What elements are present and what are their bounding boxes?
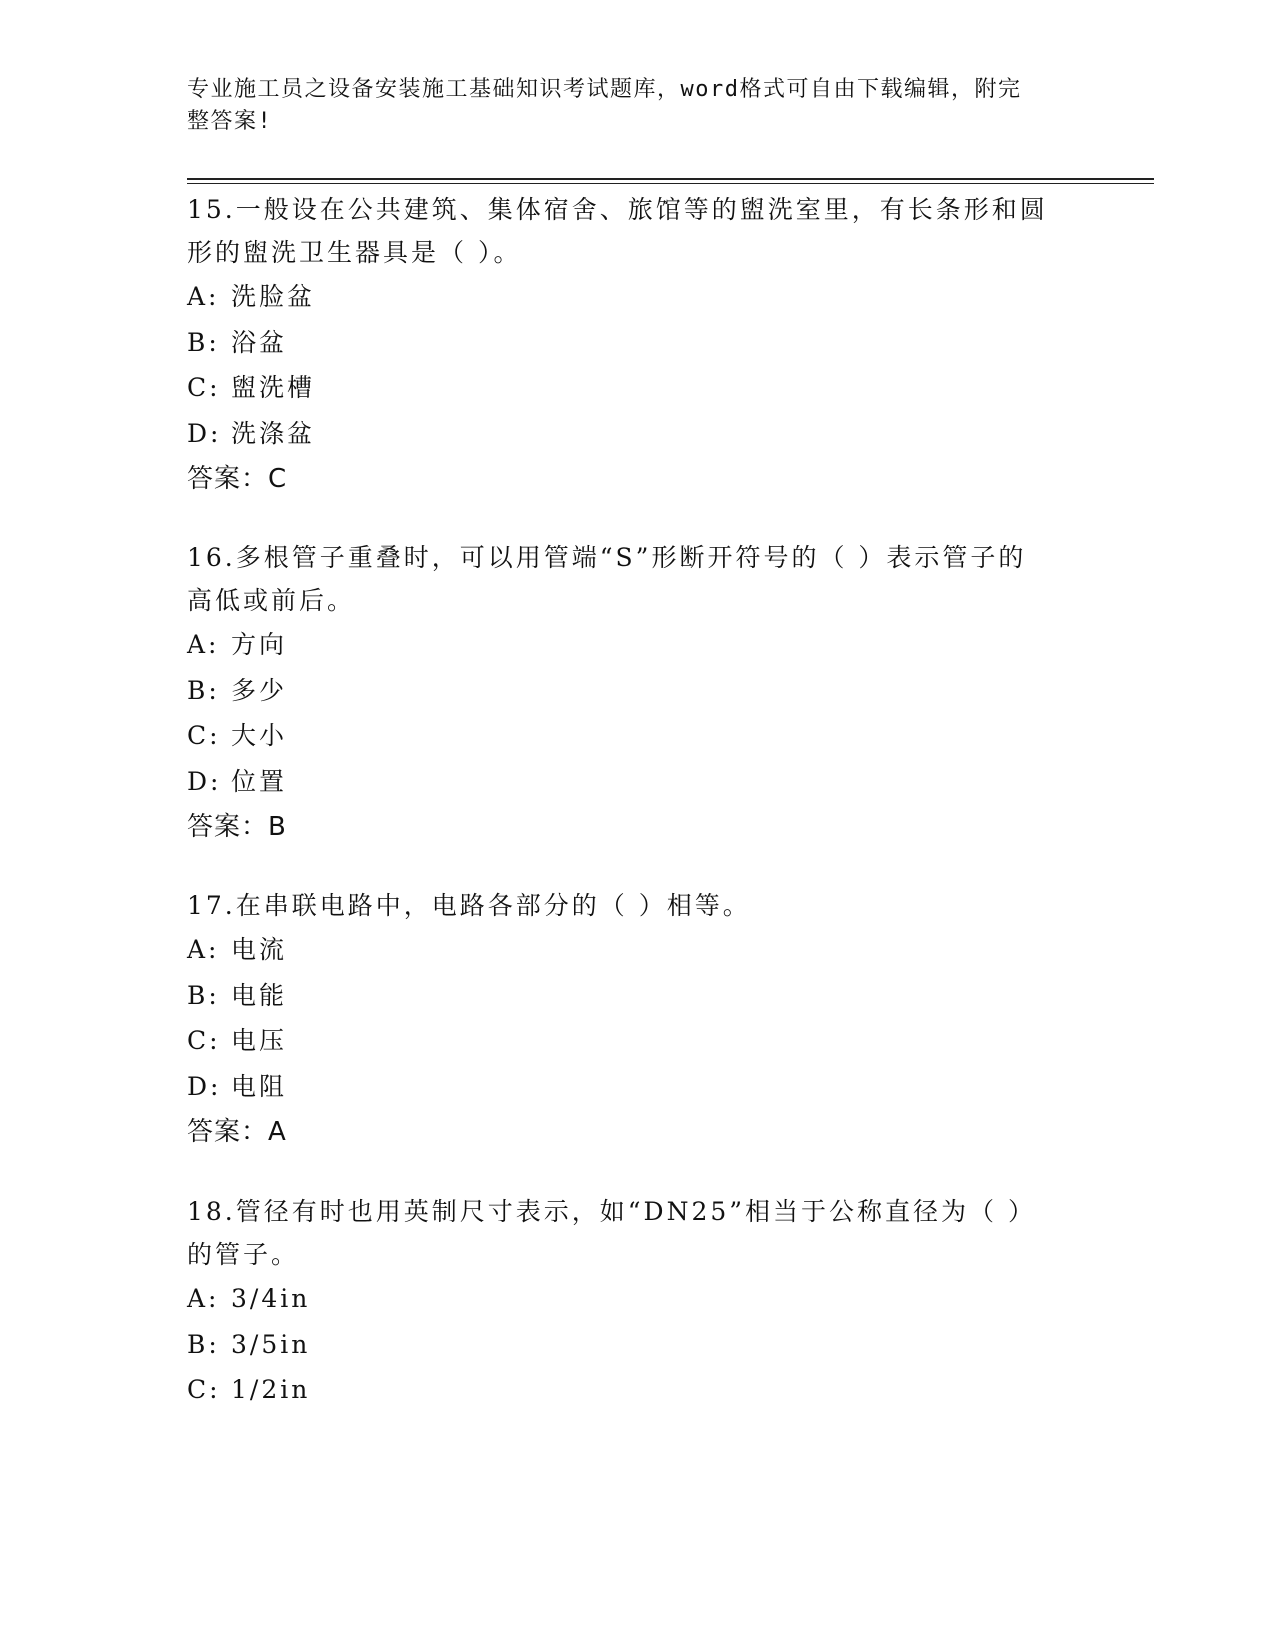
option-text: 浴盆: [231, 327, 288, 357]
option-d: [187, 759, 1087, 805]
answer-label: 答案：: [187, 812, 269, 842]
option-text: 洗脸盆: [231, 282, 316, 311]
option-key: D:: [187, 418, 222, 448]
option-c: [187, 1018, 1087, 1064]
option-key: D:: [187, 766, 222, 796]
question-text-line-2: 形的盥洗卫生器具是（ ）。: [187, 238, 522, 267]
header-divider-thin: [187, 183, 1154, 184]
header-divider-thick: [187, 178, 1154, 180]
option-text: 电压: [231, 1026, 288, 1055]
option-text: 洗涤盆: [231, 418, 316, 448]
question-text-line-1: 在串联电路中，电路各部分的（ ）相等。: [235, 891, 751, 920]
option-key: C:: [187, 721, 221, 750]
option-c: [187, 713, 1087, 759]
question-18: [187, 1190, 1087, 1413]
header-line-2: 整答案!: [187, 109, 273, 134]
answer-label: 答案：: [187, 1117, 269, 1147]
option-b: [187, 668, 1087, 714]
header-line-1: 专业施工员之设备安装施工基础知识考试题库，word格式可自由下载编辑，附完: [187, 77, 1022, 102]
option-key: A:: [187, 1284, 220, 1313]
option-d: [187, 411, 1087, 457]
question-16: [187, 536, 1087, 850]
option-key: B:: [187, 980, 220, 1010]
question-text: [187, 1190, 1087, 1233]
question-text: [187, 536, 1087, 579]
option-key: A:: [187, 630, 220, 659]
option-text: 电阻: [231, 1071, 288, 1101]
option-a: [187, 1276, 1087, 1322]
option-key: B:: [187, 1329, 220, 1359]
option-text: 位置: [231, 766, 288, 796]
question-text-line-2: 高低或前后。: [187, 586, 356, 615]
option-b: [187, 320, 1087, 366]
option-key: A:: [187, 282, 220, 311]
option-b: [187, 973, 1087, 1019]
option-a: [187, 274, 1087, 320]
option-text: 方向: [231, 630, 288, 659]
option-key: A:: [187, 935, 220, 964]
option-text: 多少: [231, 675, 288, 705]
option-c: [187, 1367, 1087, 1413]
question-number: 15.: [187, 195, 236, 224]
option-c: [187, 365, 1087, 411]
option-text: 3/5in: [231, 1329, 311, 1359]
option-d: [187, 1064, 1087, 1110]
answer-label: 答案：: [187, 464, 269, 494]
question-text: [187, 884, 1087, 927]
answer-value: B: [268, 812, 287, 842]
answer-value: C: [268, 464, 288, 494]
option-key: D:: [187, 1071, 222, 1101]
option-text: 电流: [231, 935, 288, 964]
option-text: 3/4in: [231, 1284, 311, 1313]
answer-line: [187, 804, 1087, 850]
option-key: B:: [187, 327, 220, 357]
question-number: 18.: [187, 1197, 236, 1226]
option-key: C:: [187, 373, 221, 402]
question-17: [187, 884, 1087, 1155]
question-text-line-1: 一般设在公共建筑、集体宿舍、旅馆等的盥洗室里，有长条形和圆: [235, 195, 1048, 224]
option-key: C:: [187, 1375, 221, 1404]
option-a: [187, 622, 1087, 668]
option-text: 1/2in: [231, 1375, 311, 1404]
question-15: [187, 188, 1087, 502]
document-header: [187, 74, 1087, 138]
answer-line: [187, 456, 1087, 502]
question-number: 17.: [187, 891, 236, 920]
option-text: 电能: [231, 980, 288, 1010]
option-a: [187, 927, 1087, 973]
option-key: B:: [187, 675, 220, 705]
question-text-line-1: 多根管子重叠时，可以用管端“S”形断开符号的（ ）表示管子的: [235, 543, 1027, 572]
option-text: 盥洗槽: [231, 373, 316, 402]
question-number: 16.: [187, 543, 236, 572]
answer-line: [187, 1109, 1087, 1155]
option-key: C:: [187, 1026, 221, 1055]
question-text-line-2: 的管子。: [187, 1240, 300, 1269]
question-text: [187, 188, 1087, 231]
answer-value: A: [268, 1117, 287, 1147]
question-text-line-1: 管径有时也用英制尺寸表示，如“DN25”相当于公称直径为（ ）: [235, 1197, 1037, 1226]
option-b: [187, 1322, 1087, 1368]
option-text: 大小: [231, 721, 288, 750]
